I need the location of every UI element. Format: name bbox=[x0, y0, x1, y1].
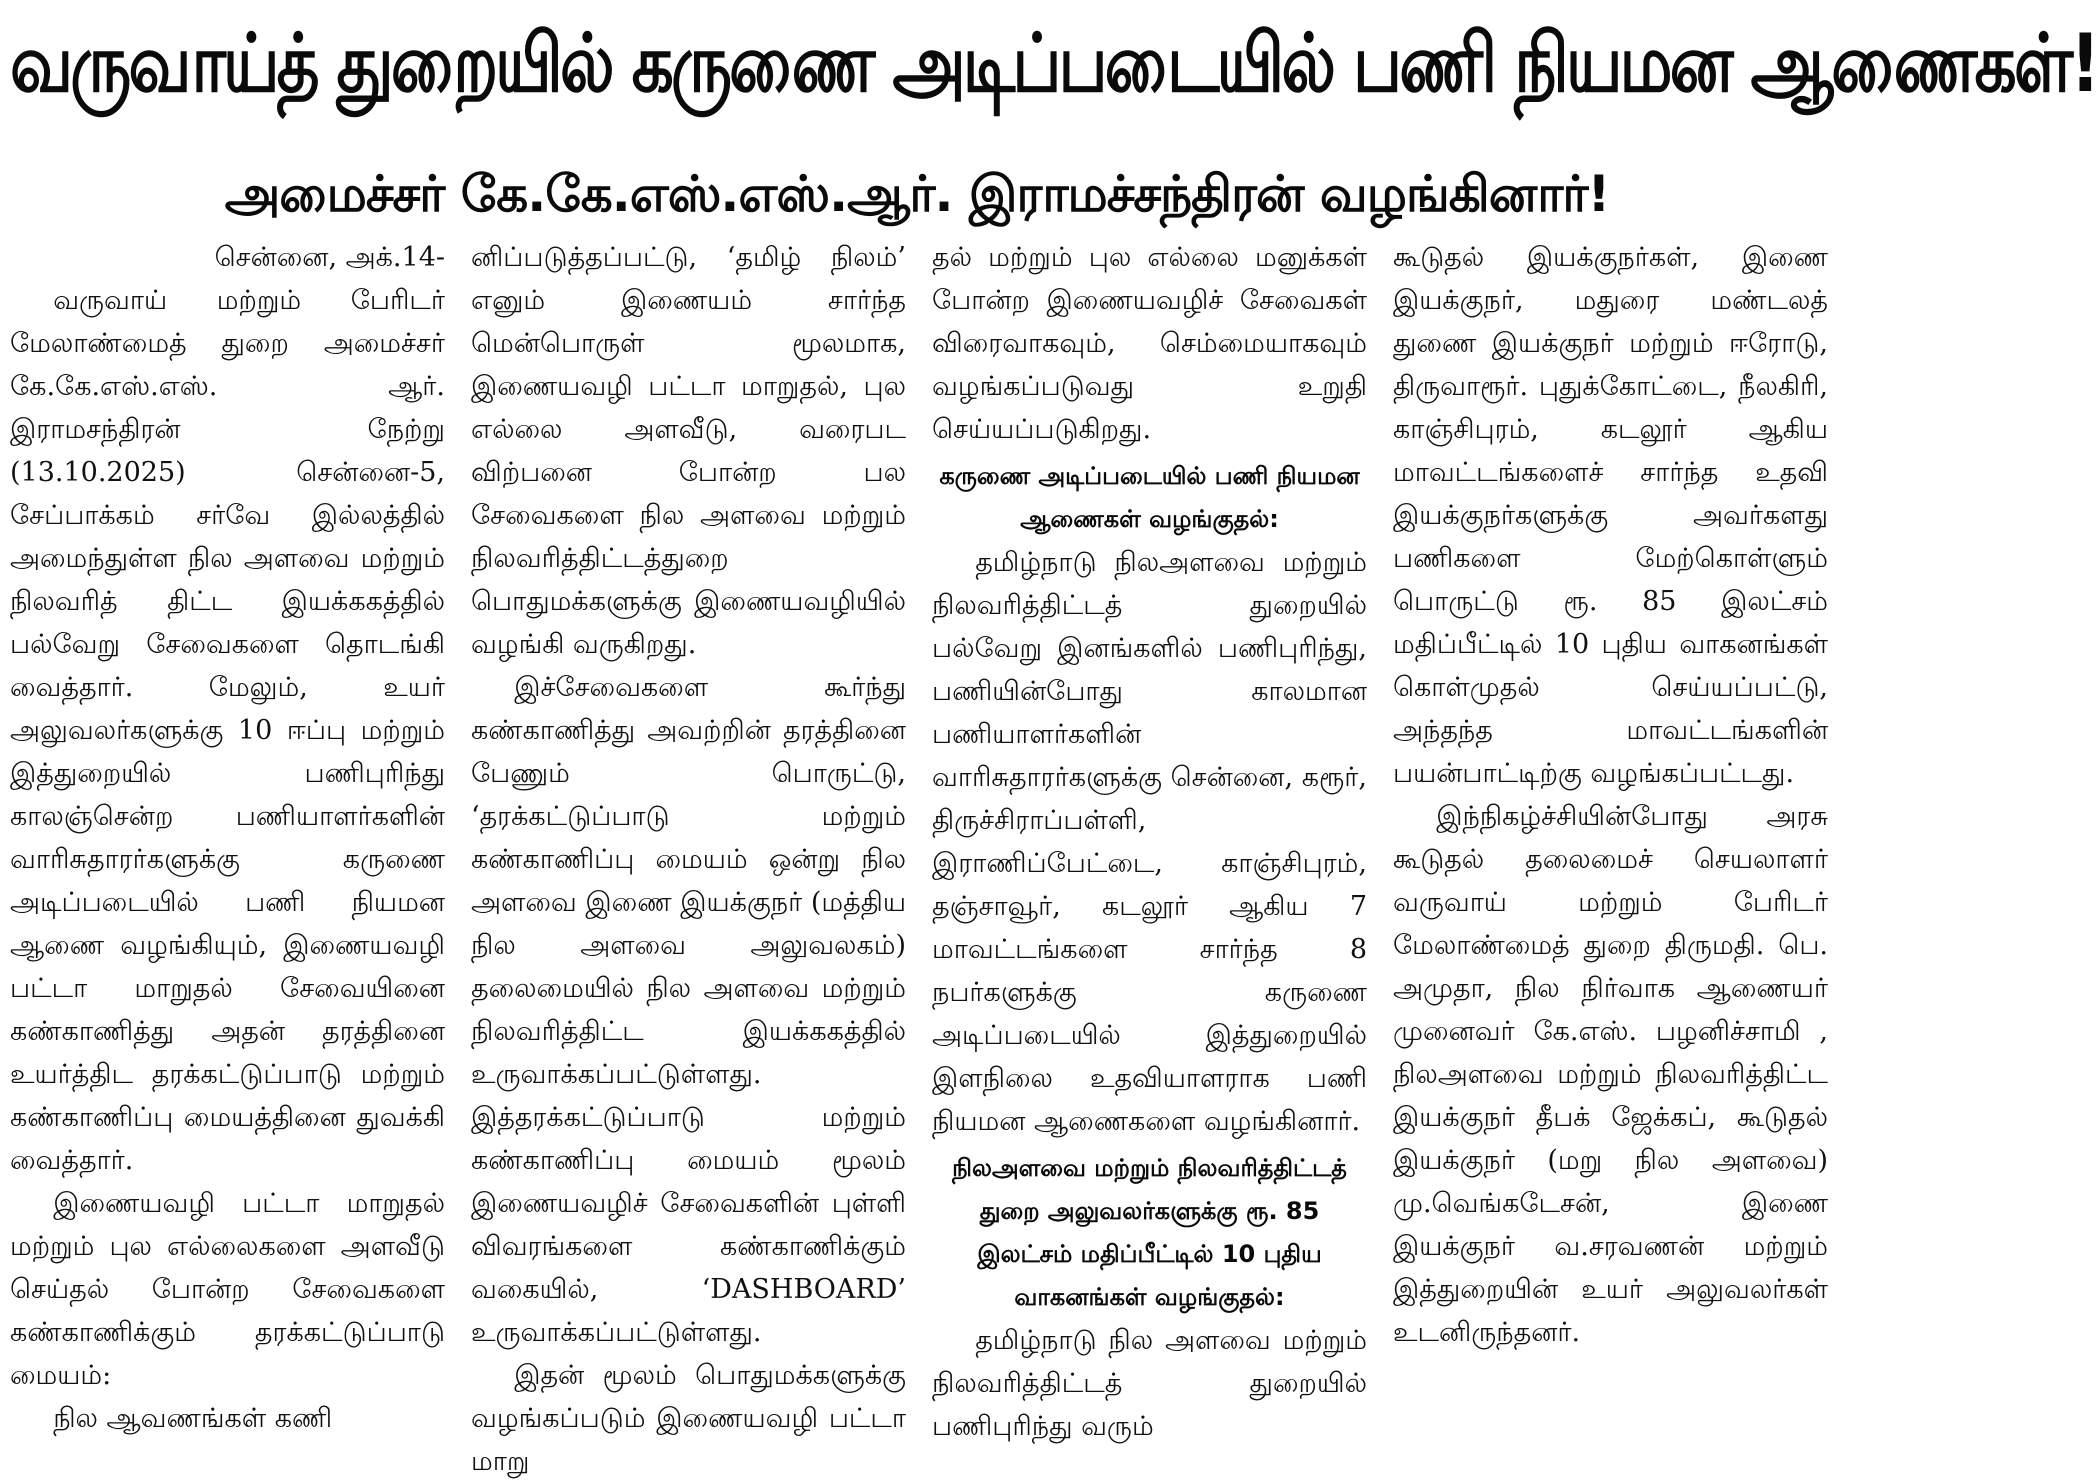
paragraph: தல் மற்றும் புல எல்லை மனுக்கள் போன்ற இணையவழிச் சேவைகள் விரைவாகவும், செம்மையாகவும் வழங்கப்படுவது உறுதி செய்யப்படுகிறது. bbox=[932, 242, 1367, 445]
paragraph: தமிழ்நாடு நில அளவை மற்றும் நிலவரித்திட்டத் துறையில் பணிபுரிந்து வரும் bbox=[932, 1325, 1367, 1442]
article-body bbox=[10, 236, 1828, 1477]
column-3 bbox=[932, 236, 1367, 1483]
paragraph: இந்நிகழ்ச்சியின்போது அரசு கூடுதல் தலைமைச் செயலாளர் வருவாய் மற்றும் பேரிடர் மேலாண்மைத் துறை திருமதி. பெ. அமுதா, நில நிர்வாக ஆணையர் முனைவர் கே.எஸ். பழனிச்சாமி , நிலஅளவை மற்றும் நிலவரித்திட்ட இயக்குநர் தீபக் ஜேக்கப், கூடுதல் இயக்குநர் (மறு நில அளவை) மு.வெங்கடேசன், இணை இயக்குநர் வ.சரவணன் மற்றும் இத்துறையின் உயர் அலுவலர்கள் உடனிருந்தனர். bbox=[1393, 801, 1828, 1348]
paragraph: தமிழ்நாடு நிலஅளவை மற்றும் நிலவரித்திட்டத் துறையில் பல்வேறு இனங்களில் பணிபுரிந்து, பணியின்போது காலமான பணியாளர்களின் வாரிசுதாரர்களுக்கு சென்னை, கரூர், திருச்சிராப்பள்ளி, இராணிப்பேட்டை, காஞ்சிபுரம், தஞ்சாவூர், கடலூர் ஆகிய 7 மாவட்டங்களை சார்ந்த 8 நபர்களுக்கு கருணை அடிப்படையில் இத்துறையில் இளநிலை உதவியாளராக பணி நியமன ஆணைகளை வழங்கினார். bbox=[932, 547, 1367, 1137]
paragraph: இதன் மூலம் பொதுமக்களுக்கு வழங்கப்படும் இணையவழி பட்டா மாறு bbox=[471, 1360, 906, 1477]
paragraph: கூடுதல் இயக்குநர்கள், இணை இயக்குநர், மதுரை மண்டலத் துணை இயக்குநர் மற்றும் ஈரோடு, திருவாரூர். புதுக்கோட்டை, நீலகிரி, காஞ்சிபுரம், கடலூர் ஆகிய மாவட்டங்களைச் சார்ந்த உதவி இயக்குநர்களுக்கு அவர்களது பணிகளை மேற்கொள்ளும் பொருட்டு ரூ. 85 இலட்சம் மதிப்பீட்டில் 10 புதிய வாகனங்கள் கொள்முதல் செய்யப்பட்டு, அந்தந்த மாவட்டங்களின் பயன்பாட்டிற்கு வழங்கப்பட்டது. bbox=[1393, 242, 1828, 789]
paragraph: இணையவழி பட்டா மாறுதல் மற்றும் புல எல்லைகளை அளவீடு செய்தல் போன்ற சேவைகளை கண்காணிக்கும் தரக்கட்டுப்பாடு மையம்: bbox=[10, 1188, 445, 1391]
column-1 bbox=[10, 236, 445, 1483]
paragraph: நில ஆவணங்கள் கணி bbox=[53, 1403, 333, 1434]
section-heading: நிலஅளவை மற்றும் நிலவரித்திட்டத் துறை அலுவலர்களுக்கு ரூ. 85 இலட்சம் மதிப்பீட்டில் 10 புதிய வாகனங்கள் வழங்குதல்: bbox=[952, 1154, 1347, 1311]
dateline: சென்னை, அக்.14- bbox=[214, 242, 445, 273]
paragraph: இச்சேவைகளை கூர்ந்து கண்காணித்து அவற்றின் தரத்தினை பேணும் பொருட்டு, ‘தரக்கட்டுப்பாடு மற்றும் கண்காணிப்பு மையம் ஒன்று நில அளவை இணை இயக்குநர் (மத்திய நில அளவை அலுவலகம்) தலைமையில் நில அளவை மற்றும் நிலவரித்திட்ட இயக்ககத்தில் உருவாக்கப்பட்டுள்ளது. இத்தரக்கட்டுப்பாடு மற்றும் கண்காணிப்பு மையம் மூலம் இணையவழிச் சேவைகளின் புள்ளி விவரங்களை கண்காணிக்கும் வகையில், ‘DASHBOARD’ உருவாக்கப்பட்டுள்ளது. bbox=[471, 672, 906, 1348]
headline: வருவாய்த் துறையில் கருணை அடிப்படையில் பணி நியமன ஆணைகள்! bbox=[10, 16, 2097, 111]
section-heading: கருணை அடிப்படையில் பணி நியமன ஆணைகள் வழங்குதல்: bbox=[939, 462, 1360, 533]
subheadline: அமைச்சர் கே.கே.எஸ்.எஸ்.ஆர். இராமச்சந்திரன் வழங்கினார்! bbox=[224, 165, 1610, 223]
column-2 bbox=[471, 236, 906, 1483]
column-4 bbox=[1393, 236, 1828, 1483]
paragraph: வருவாய் மற்றும் பேரிடர் மேலாண்மைத் துறை அமைச்சர் கே.கே.எஸ்.எஸ். ஆர். இராமசந்திரன் நேற்று (13.10.2025) சென்னை-5, சேப்பாக்கம் சர்வே இல்லத்தில் அமைந்துள்ள நில அளவை மற்றும் நிலவரித் திட்ட இயக்ககத்தில் பல்வேறு சேவைகளை தொடங்கி வைத்தார். மேலும், உயர் அலுவலர்களுக்கு 10 ஈப்பு மற்றும் இத்துறையில் பணிபுரிந்து காலஞ்சென்ற பணியாளர்களின் வாரிசுதாரர்களுக்கு கருணை அடிப்படையில் பணி நியமன ஆணை வழங்கியும், இணையவழி பட்டா மாறுதல் சேவையினை கண்காணித்து அதன் தரத்தினை உயர்த்திட தரக்கட்டுப்பாடு மற்றும் கண்காணிப்பு மையத்தினை துவக்கி வைத்தார். bbox=[10, 285, 445, 1176]
paragraph: னிப்படுத்தப்பட்டு, ‘தமிழ் நிலம்’ எனும் இணையம் சார்ந்த மென்பொருள் மூலமாக, இணையவழி பட்டா மாறுதல், புல எல்லை அளவீடு, வரைபட விற்பனை போன்ற பல சேவைகளை நில அளவை மற்றும் நிலவரித்திட்டத்துறை பொதுமக்களுக்கு இணையவழியில் வழங்கி வருகிறது. bbox=[471, 242, 906, 660]
